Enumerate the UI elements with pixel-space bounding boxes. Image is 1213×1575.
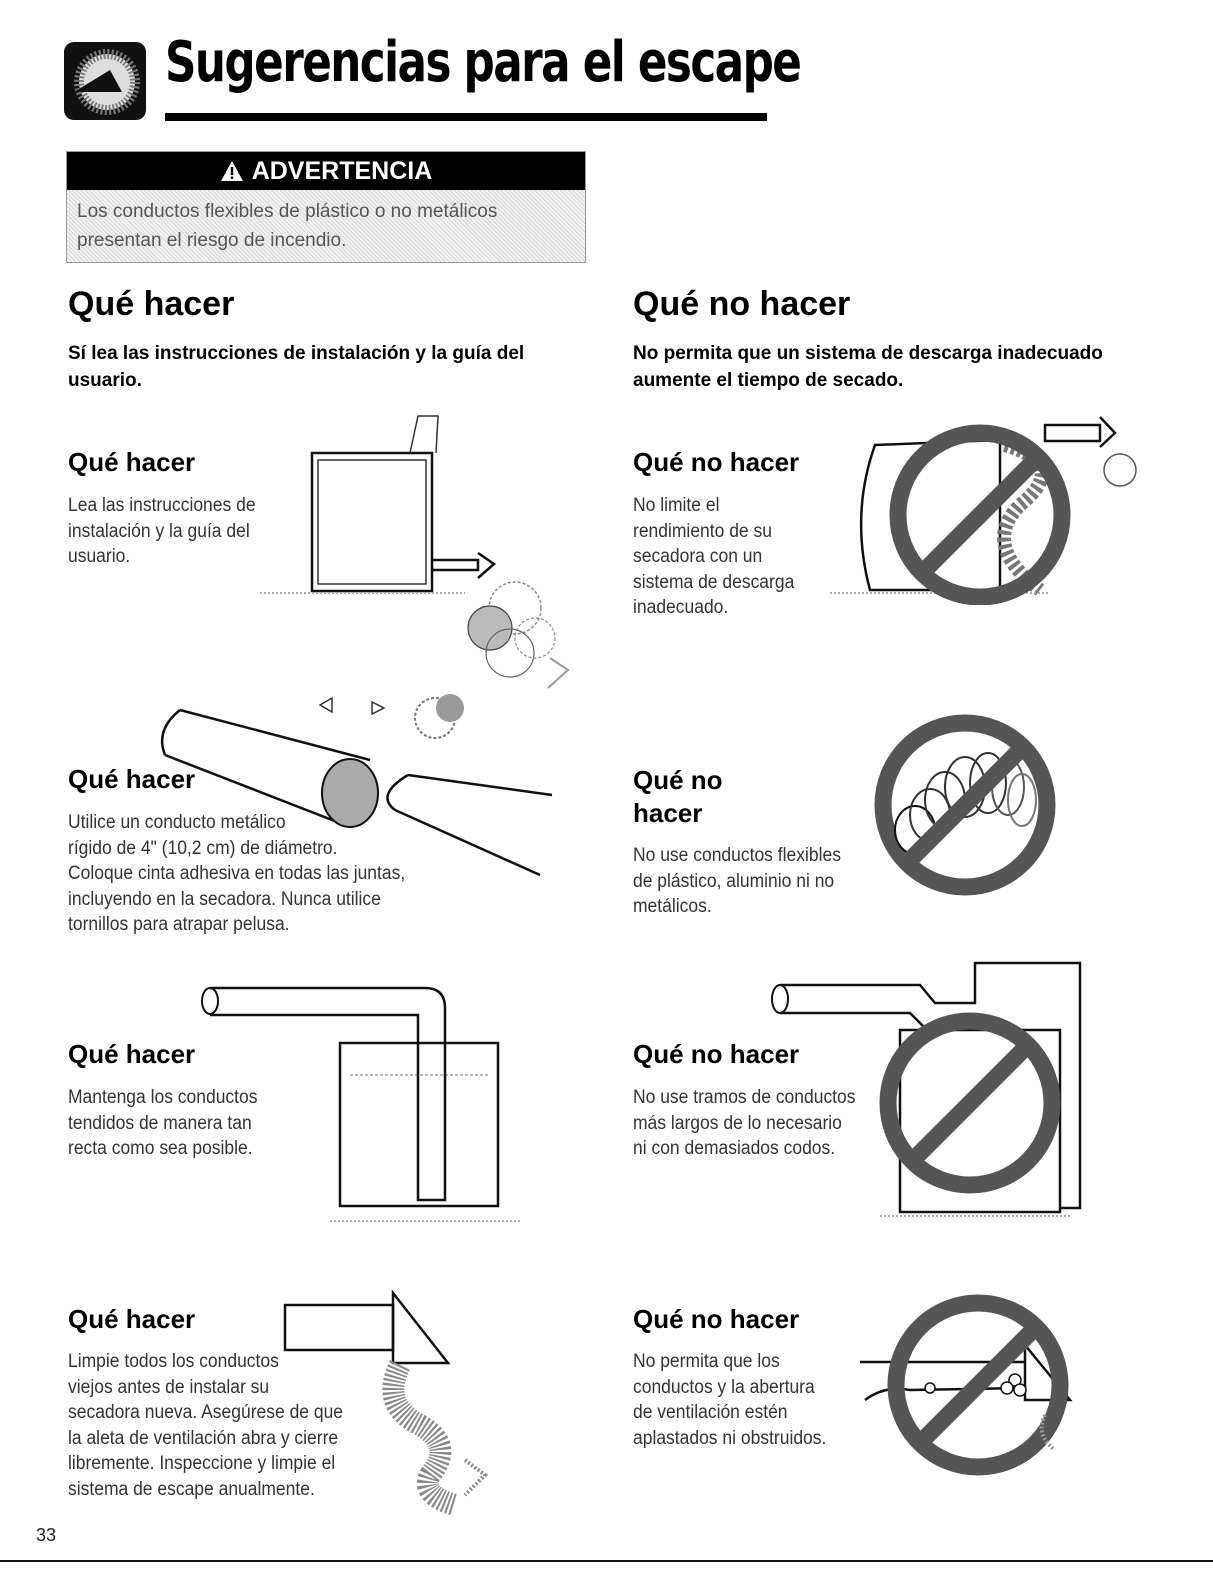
text-line: aplastados ni obstruidos.: [633, 1427, 827, 1449]
warning-line-2: presentan el riesgo de incendio.: [77, 230, 347, 251]
left-section-4-heading: Qué hacer: [68, 1304, 196, 1334]
text-line: Utilice un conducto metálico: [68, 812, 286, 833]
text-line: secadora nueva. Asegúrese de que: [68, 1402, 344, 1423]
left-subheading-line-2: usuario.: [68, 370, 142, 391]
text-line: ni con demasiados codos.: [633, 1138, 836, 1159]
text-line: Coloque cinta adhesiva en todas las juntas,: [68, 863, 406, 884]
text-line: tornillos para atrapar pelusa.: [68, 914, 290, 935]
text-line: Limpie todos los conductos: [68, 1351, 279, 1372]
warning-box: [66, 151, 586, 263]
heading-line: hacer: [633, 798, 703, 828]
text-line: No use tramos de conductos: [633, 1087, 856, 1108]
right-subheading-line-2: aumente el tiempo de secado.: [633, 370, 904, 391]
title-underline: [165, 113, 767, 121]
left-section-4-text: [68, 1349, 381, 1502]
text-line: sistema de escape anualmente.: [68, 1478, 315, 1500]
text-line: conductos y la abertura: [633, 1376, 815, 1398]
right-section-4-text: [633, 1349, 845, 1451]
right-section-2-text: [633, 843, 863, 920]
text-line: No use conductos flexibles: [633, 845, 841, 866]
right-section-2-heading: [633, 764, 723, 830]
bottom-rule: [0, 1560, 1213, 1562]
text-line: de ventilación estén: [633, 1402, 788, 1423]
text-line: instalación y la guía del: [68, 520, 250, 542]
text-line: tendidos de manera tan: [68, 1112, 252, 1134]
text-line: recta como sea posible.: [68, 1138, 253, 1159]
text-line: rendimiento de su: [633, 520, 772, 542]
right-section-3-heading: Qué no hacer: [633, 1039, 800, 1069]
text-line: metálicos.: [633, 896, 712, 917]
text-line: No permita que los: [633, 1351, 780, 1372]
text-line: sistema de descarga: [633, 571, 795, 593]
right-column-heading: Qué no hacer: [633, 285, 851, 323]
warning-text: [67, 190, 585, 262]
warning-triangle-icon: [220, 160, 244, 182]
text-line: viejos antes de instalar su: [68, 1376, 270, 1398]
text-line: libremente. Inspeccione y limpie el: [68, 1453, 336, 1474]
flexible-duct-prohibited-illustration: [870, 705, 1060, 910]
right-section-3-text: [633, 1085, 863, 1162]
heading-line: Qué no: [633, 765, 723, 795]
crushed-duct-prohibited-illustration: [860, 1290, 1100, 1490]
text-line: Lea las instrucciones de: [68, 495, 256, 516]
left-column-subheading: [68, 340, 588, 394]
right-section-4-heading: Qué no hacer: [633, 1304, 800, 1334]
warning-heading: ADVERTENCIA: [251, 156, 433, 185]
dryer-exhaust-illustration: [250, 408, 580, 693]
left-column-heading: Qué hacer: [68, 285, 235, 323]
text-line: Mantenga los conductos: [68, 1087, 258, 1108]
text-line: la aleta de ventilación abra y cierre: [68, 1427, 339, 1449]
right-column-subheading: [633, 340, 1153, 394]
text-line: más largos de lo necesario: [633, 1112, 842, 1134]
warning-header: [67, 152, 585, 190]
text-line: usuario.: [68, 546, 131, 567]
left-section-2-text: [68, 810, 473, 938]
text-line: inadecuado.: [633, 597, 729, 618]
text-line: secadora con un: [633, 546, 763, 567]
warning-line-1: Los conductos flexibles de plástico o no metálicos: [77, 201, 498, 222]
right-section-1-heading: Qué no hacer: [633, 447, 800, 477]
left-section-1-heading: Qué hacer: [68, 447, 196, 477]
right-section-1-text: [633, 493, 817, 621]
page-number: 33: [36, 1525, 57, 1545]
left-section-3-text: [68, 1085, 289, 1162]
restricted-exhaust-prohibited-illustration: [830, 405, 1160, 605]
text-line: No limite el: [633, 495, 720, 516]
text-line: rígido de 4" (10,2 cm) de diámetro.: [68, 837, 338, 859]
left-section-3-heading: Qué hacer: [68, 1039, 196, 1069]
section-icon: [62, 40, 148, 122]
right-subheading-line-1: No permita que un sistema de descarga inadecuado: [633, 343, 1103, 364]
text-line: incluyendo en la secadora. Nunca utilice: [68, 888, 381, 910]
left-subheading-line-1: Sí lea las instrucciones de instalación y la guía del: [68, 343, 525, 364]
text-line: de plástico, aluminio ni no: [633, 870, 835, 892]
left-section-2-heading: Qué hacer: [68, 764, 196, 794]
page-title: Sugerencias para el escape: [165, 30, 801, 95]
